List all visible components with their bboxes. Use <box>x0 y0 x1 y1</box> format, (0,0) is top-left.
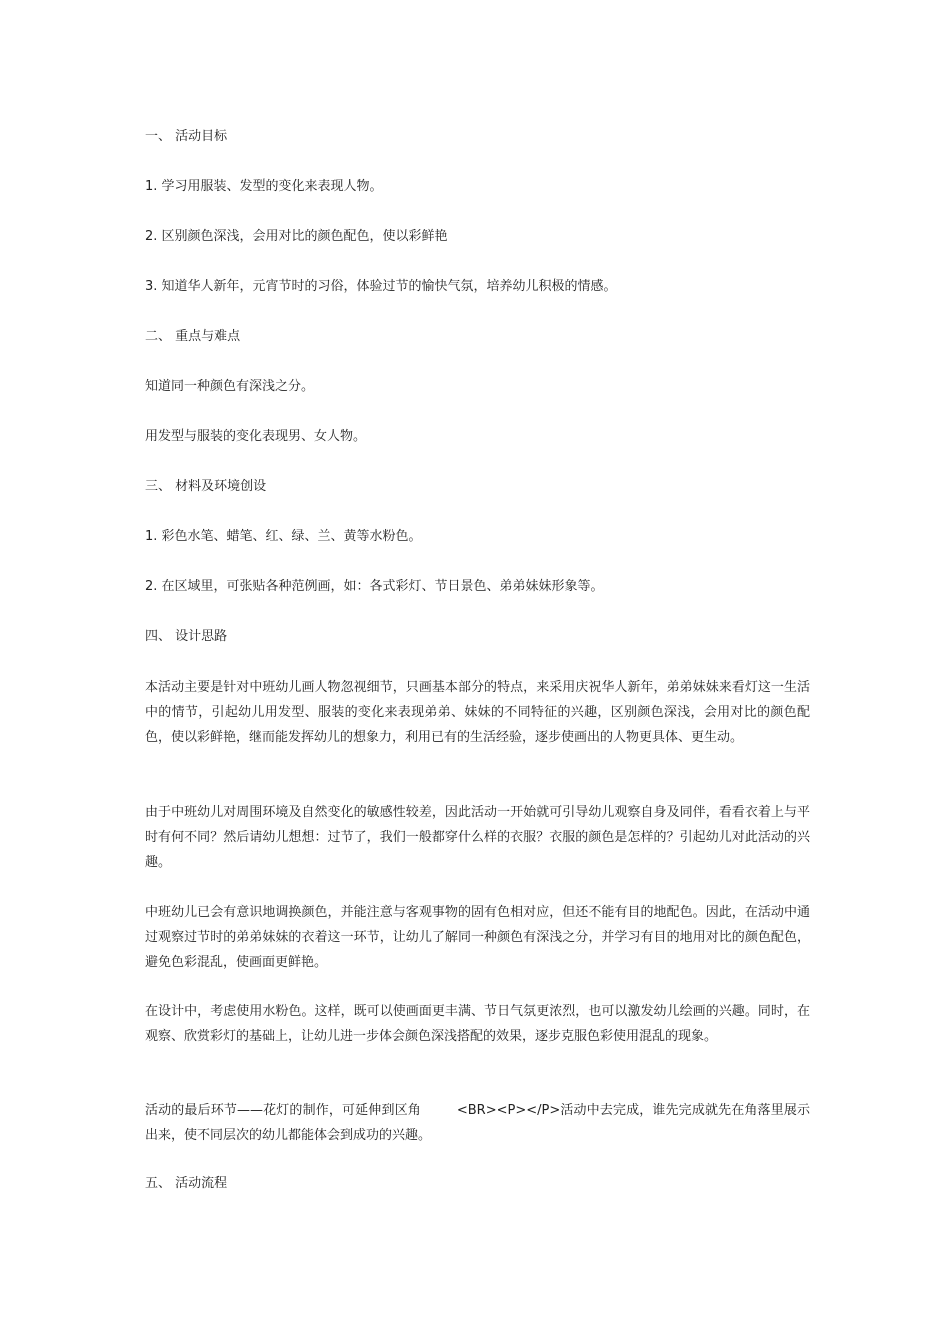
section-heading-materials: 三、 材料及环境创设 <box>145 479 267 494</box>
goal-item-1: 1. 学习用服装、发型的变化来表现人物。 <box>145 179 383 194</box>
paragraph-5-after: 活动中去完成，谁先完成就先在角落里展示出来，使不同层次的幼儿都能体会到成功的兴趣。 <box>145 1103 810 1143</box>
section-heading-key-points: 二、 重点与难点 <box>145 329 241 344</box>
design-paragraph-5 <box>145 1098 810 1148</box>
section-heading-goals: 一、 活动目标 <box>145 129 228 144</box>
design-paragraph-4: 在设计中，考虑使用水粉色。这样，既可以使画面更丰满、节日气氛更浓烈，也可以激发幼儿绘画的兴趣。同时，在观察、欣赏彩灯的基础上，让幼儿进一步体会颜色深浅搭配的效果，逐步克服色彩使用混乱的现象。 <box>145 1004 810 1044</box>
design-paragraph-1: 本活动主要是针对中班幼儿画人物忽视细节，只画基本部分的特点，来采用庆祝华人新年，弟弟妹妹来看灯这一生活中的情节，引起幼儿用发型、服装的变化来表现弟弟、妹妹的不同特征的兴趣，区别颜色深浅，会用对比的颜色配色，使以彩鲜艳，继而能发挥幼儿的想象力，利用已有的生活经验，逐步使画出的人物更具体、更生动。 <box>145 680 810 745</box>
material-item-1: 1. 彩色水笔、蜡笔、红、绿、兰、黄等水粉色。 <box>145 529 422 544</box>
raw-html-tag-text: <BR><P></P> <box>456 1103 561 1118</box>
paragraph-5-before: 活动的最后环节——花灯的制作，可延伸到区角 <box>145 1103 421 1118</box>
material-item-2: 2. 在区域里，可张贴各种范例画，如：各式彩灯、节日景色、弟弟妹妹形象等。 <box>145 579 604 594</box>
key-point-1: 知道同一种颜色有深浅之分。 <box>145 379 315 394</box>
key-point-2: 用发型与服装的变化表现男、女人物。 <box>145 429 367 444</box>
section-heading-design: 四、 设计思路 <box>145 629 228 644</box>
goal-item-2: 2. 区别颜色深浅，会用对比的颜色配色，使以彩鲜艳 <box>145 229 448 244</box>
design-paragraph-3: 中班幼儿已会有意识地调换颜色，并能注意与客观事物的固有色相对应，但还不能有目的地配色。因此，在活动中通过观察过节时的弟弟妹妹的衣着这一环节，让幼儿了解同一种颜色有深浅之分，并学习有目的地用对比的颜色配色，避免色彩混乱，使画面更鲜艳。 <box>145 905 810 970</box>
goal-item-3: 3. 知道华人新年，元宵节时的习俗，体验过节的愉快气氛，培养幼儿积极的情感。 <box>145 279 617 294</box>
design-paragraph-2: 由于中班幼儿对周围环境及自然变化的敏感性较差，因此活动一开始就可引导幼儿观察自身及同伴，看看衣着上与平时有何不同？然后请幼儿想想：过节了，我们一般都穿什么样的衣服？衣服的颜色是怎样的？引起幼儿对此活动的兴趣。 <box>145 805 810 870</box>
section-heading-process: 五、 活动流程 <box>145 1176 228 1191</box>
